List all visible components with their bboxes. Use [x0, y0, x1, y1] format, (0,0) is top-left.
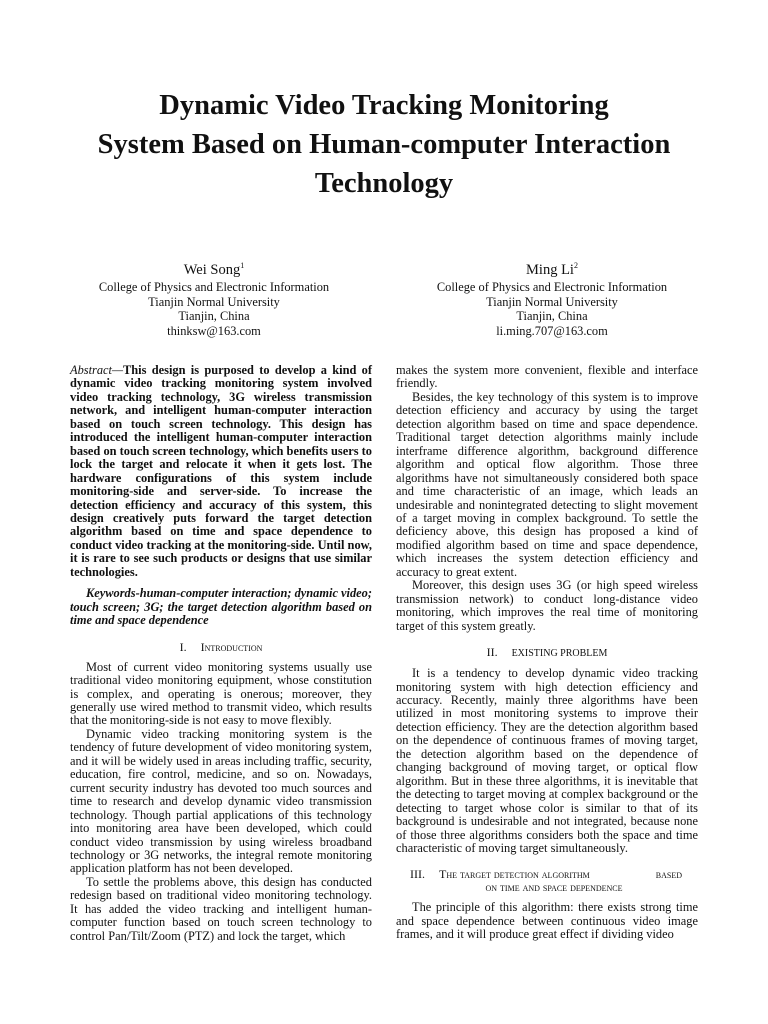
section-title: Introduction [200, 639, 263, 654]
section-title: EXISTING PROBLEM [511, 648, 608, 660]
title-line-3: Technology [314, 168, 454, 199]
author-college: College of Physics and Electronic Information [98, 280, 330, 294]
author-name: Ming Li$^2$ [526, 261, 578, 278]
author-university: Tianjin Normal University [148, 294, 280, 309]
section-heading-introduction [70, 641, 372, 654]
author-name: Wei Song$^1$ [183, 261, 245, 278]
paragraph: Moreover, this design uses 3G (or high speed wireless transmission network) to conduct long-distance video monitoring, which improves the real time of monitoring target of this system greatly. [396, 578, 698, 633]
section-number: III. [410, 867, 425, 882]
right-column [396, 364, 698, 942]
section-title-line-2: on time and space dependence [485, 880, 623, 895]
left-column [70, 364, 372, 943]
author-superscript: 1 [240, 261, 245, 271]
author-email: thinksw@163.com [167, 323, 261, 338]
paper-title [40, 86, 728, 203]
title-line-1: Dynamic Video Tracking Monitoring [159, 90, 609, 121]
abstract-lead: Abstract— [70, 363, 124, 377]
section-number: I. [179, 639, 187, 654]
author-block-2 [402, 262, 702, 338]
author-university: Tianjin Normal University [486, 294, 618, 309]
section-number: II. [486, 645, 498, 660]
author-superscript: 2 [573, 261, 578, 271]
paragraph: Besides, the key technology of this system is to improve detection efficiency and accuracy by using the target detection algorithm based on time and space dependence. Traditional target detection algorithms mainly include interframe difference algorithm, background difference algorithm and optical flow algorithm. Those three algorithms have not simultaneously considered both space and time characteristic of an image, which leads an undesirable and nonintegrated detecting to slight movement of a target moving in complex background. To settle the deficiency above, this design has proposed a kind of modified algorithm based on time and space dependence, which increases the system detection efficiency and accuracy to great extent. [396, 389, 698, 579]
author-city: Tianjin, China [516, 309, 588, 323]
paragraph: The principle of this algorithm: there exists strong time and space dependence between continuous video image frames, and it will produce great effect if dividing video [396, 900, 698, 942]
author-block-1 [64, 262, 364, 338]
abstract [70, 364, 372, 579]
section-title-part-2: based [655, 867, 682, 882]
section-title-part-1: The target detection algorithm [439, 867, 590, 882]
title-line-2: System Based on Human-computer Interaction [97, 129, 671, 160]
paragraph: It is a tendency to develop dynamic video tracking monitoring system with high detection efficiency and accuracy. Recently, mainly three algorithms have been utilized in most monitoring systems to improve their detection efficiency. They are the detection algorithm based on the dependence of continuous frames of moving target, the detection algorithm based on the dependence of changing background of moving target, or optical flow algorithm. But in these three algorithms, it is inevitable that the detecting to target moving at complex background or the detecting to target whose color is similar to that of its background is undesirable and not integrated, because none of those three algorithms considers both the space and time characteristic of moving target simultaneously. [396, 666, 698, 855]
section-heading-existing-problem [396, 646, 698, 660]
abstract-body: This design is purposed to develop a kind of dynamic video tracking monitoring system involved video tracking technology, 3G wireless transmission network, and intelligent human-computer interaction based on touch screen technology. This design has introduced the intelligent human-computer interaction based on touch screen technology, which benefits users to lock the target and relocate it when it gets lost. The hardware configurations of this system include monitoring-side and server-side. To increase the detection efficiency and accuracy of this system, this design creatively puts forward the target detection algorithm based on time and space dependence to conduct video tracking at the monitoring-side. Until now, it is rare to see such products or designs that use similar technologies. [70, 363, 372, 579]
author-email: li.ming.707@163.com [496, 323, 608, 338]
keywords: Keywords-human-computer interaction; dynamic video; touch screen; 3G; the target detection algorithm based on time and space dependence [70, 586, 373, 628]
paragraph: Most of current video monitoring systems usually use traditional video monitoring equipment, whose constitution is complex, and operating is onerous; moreover, they generally use wired method to transmit video, which results that the monitoring-side is not easy to move flexibly. [70, 659, 372, 728]
section-heading-target-detection [396, 868, 698, 894]
paragraph: To settle the problems above, this design has conducted redesign based on traditional video monitoring technology. It has added the video tracking and intelligent human-computer function based on touch screen technology to control Pan/Tilt/Zoom (PTZ) and lock the target, which [70, 874, 372, 943]
author-city: Tianjin, China [178, 309, 250, 323]
paragraph: Dynamic video tracking monitoring system is the tendency of future development of video monitoring system, and it will be widely used in areas including traffic, security, education, fire control, medicine, and so on. Nowadays, current security industry has devoted too much sources and time to research and develop dynamic video transmission technology. Though partial applications of this technology into monitoring area have been developed, which could conduct video transmission by using wireless broadband technology or 3G networks, the integral remote monitoring application platform has not been developed. [70, 726, 372, 876]
author-college: College of Physics and Electronic Information [436, 280, 668, 294]
paragraph: makes the system more convenient, flexible and interface friendly. [396, 363, 698, 391]
